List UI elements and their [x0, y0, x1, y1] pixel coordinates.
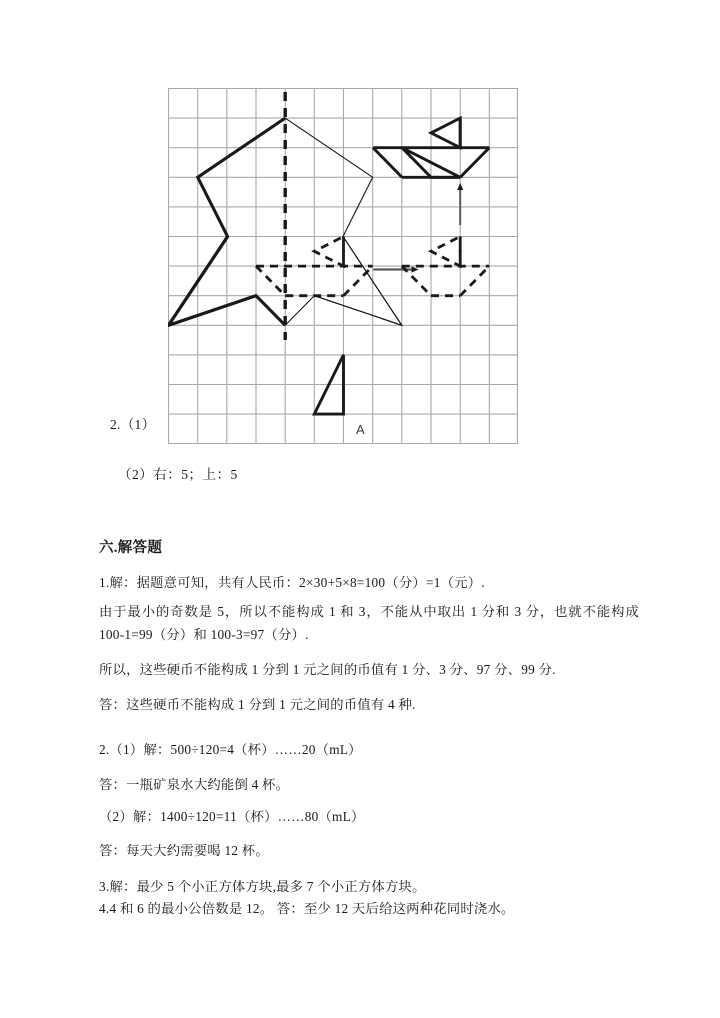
- answer-paragraph-2: 由于最小的奇数是 5，所以不能构成 1 和 3，不能从中取出 1 分和 3 分，也就不能构成 100‑1=99（分）和 100‑3=97（分）.: [99, 604, 639, 642]
- star-left-tail: [169, 296, 257, 326]
- triangle-label-a: A: [356, 422, 365, 437]
- boat-dashed-right-side: [402, 266, 431, 296]
- figure-canvas: [168, 88, 518, 444]
- answer-paragraph-10: 4.4 和 6 的最小公倍数是 12。 答：至少 12 天后给这两种花同时浇水。: [99, 901, 515, 916]
- answer-paragraph-9: 3.解：最少 5 个小正方体方块,最多 7 个小正方体方块。: [99, 879, 426, 894]
- boat-dashed-left-rightside: [344, 266, 373, 296]
- answer-paragraph-6: 答：一瓶矿泉水大约能倒 4 杯。: [99, 777, 290, 792]
- boat-dashed-left-sail: [314, 237, 343, 267]
- answer-paragraph-4: 答：这些硬币不能构成 1 分到 1 元之间的币值有 4 种.: [99, 697, 416, 712]
- answer-paragraph-5: 2.（1）解：500÷120=4（杯）……20（mL）: [99, 742, 362, 757]
- boat-dashed-right-rightside: [460, 266, 489, 296]
- translation-arrow-horizontal: [374, 266, 419, 272]
- answer-paragraph-1: 1.解：据题意可知，共有人民币：2×30+5×8=100（分）=1（元）.: [99, 575, 485, 590]
- question-2-answer-line: （2）右：5；上：5: [118, 467, 238, 482]
- answer-paragraph-3: 所以，这些硬币不能构成 1 分到 1 元之间的币值有 1 分、3 分、97 分、99 分.: [99, 662, 556, 677]
- section-heading-six: 六.解答题: [99, 540, 163, 556]
- boat-solid-right-side: [460, 148, 489, 178]
- answer-paragraph-8: 答：每天大约需要喝 12 杯。: [99, 843, 269, 858]
- geometry-figure: [168, 88, 518, 444]
- star-right-tail: [314, 296, 402, 326]
- answer-paragraph-7: （2）解：1400÷120=11（杯）……80（mL）: [99, 809, 365, 824]
- translation-arrow-vertical: [457, 183, 463, 225]
- boat-dashed-right-sail: [431, 237, 460, 267]
- question-2-label: 2.（1）: [110, 417, 156, 432]
- boat-dashed-left-side: [256, 266, 285, 296]
- boat-solid-left-side: [373, 148, 402, 178]
- boat-solid-sail: [431, 118, 460, 148]
